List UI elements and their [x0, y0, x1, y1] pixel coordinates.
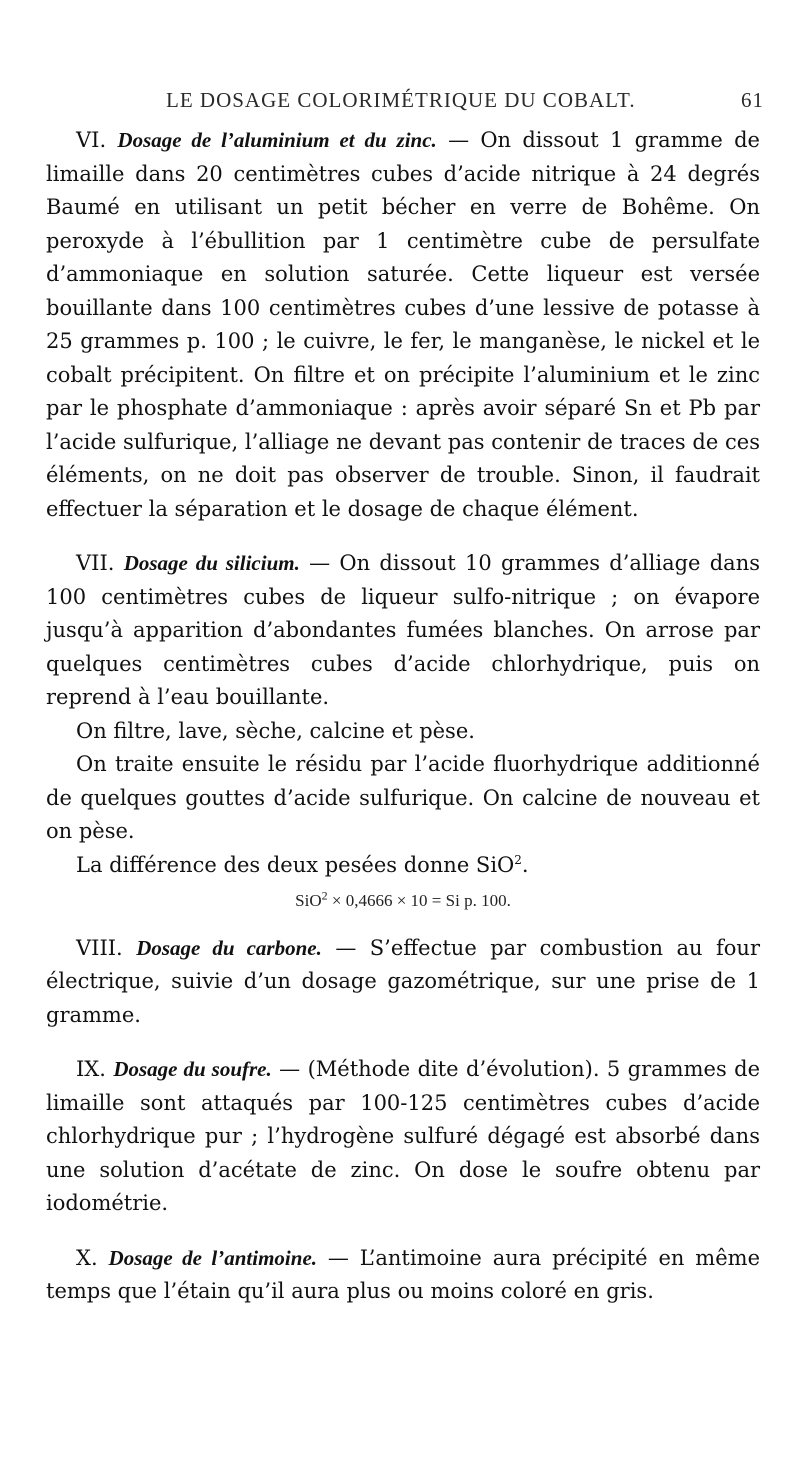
- section-text: — On dissout 1 gramme de limaille dans 20 centimètres cubes d’acide nitrique à 24 degrés Baumé en utilisant un petit bécher en verre de Bohême. On peroxyde à l’ébullition par 1 centimètre cube de persulfate d’ammoniaque en solution saturée. Cette liqueur est versée bouillante dans 100 centimètres cubes d’une lessive de potasse à 25 grammes p. 100 ; le cuivre, le fer, le manganèse, le nickel et le cobalt précipitent. On filtre et on précipite l’aluminium et le zinc par le phosphate d’ammoniaque : après avoir séparé Sn et Pb par l’acide sulfurique, l’alliage ne devant pas contenir de traces de ces éléments, on ne doit pas observer de trouble. Sinon, il faudrait effectuer la séparation et le dosage de chaque élément.: [46, 128, 760, 521]
- formula-part: × 0,4666 × 10 = Si p. 100.: [327, 891, 511, 910]
- paragraph-text: La différence des deux pesées donne SiO: [76, 852, 515, 877]
- paragraph-text: .: [521, 852, 529, 877]
- section-title: Dosage de l’aluminium et du zinc.: [117, 128, 437, 152]
- section-number: IX.: [76, 1057, 106, 1081]
- superscript: 2: [514, 852, 522, 867]
- section-number: VIII.: [76, 935, 123, 960]
- section-viii: [46, 932, 760, 1033]
- formula: [46, 884, 760, 918]
- section-title: Dosage du carbone.: [136, 935, 322, 960]
- formula-part: SiO: [295, 891, 322, 910]
- section-ix: [46, 1053, 760, 1221]
- formula-superscript: 2: [321, 888, 328, 903]
- section-x: [46, 1242, 760, 1309]
- section-number: X.: [76, 1245, 98, 1270]
- section-number: VI.: [76, 128, 107, 152]
- page-number: 61: [741, 88, 764, 112]
- section-text: — L’antimoine aura précipité en même temps que l’étain qu’il aura plus ou moins coloré en gris.: [46, 1245, 760, 1303]
- section-text: — On dissout 10 grammes d’alliage dans 100 centimètres cubes de liqueur sulfo-nitrique ; on évapore jusqu’à apparition d’abondantes fumées blanches. On arrose par quelques centimètres cubes d’acide chlorhydrique, puis on reprend à l’eau bouillante.: [46, 551, 760, 709]
- paragraph: On traite ensuite le résidu par l’acide fluorhydrique additionné de quelques gouttes d’acide sulfurique. On calcine de nouveau et on pèse.: [46, 752, 760, 843]
- page-body: [46, 124, 760, 1309]
- running-header: [166, 88, 764, 113]
- section-vii: [46, 547, 760, 715]
- section-number: VII.: [76, 551, 115, 575]
- paragraph: On filtre, lave, sèche, calcine et pèse.: [76, 718, 475, 743]
- section-title: Dosage de l’antimoine.: [108, 1245, 318, 1270]
- section-title: Dosage du soufre.: [113, 1057, 272, 1081]
- section-title: Dosage du silicium.: [123, 551, 300, 575]
- section-text: — S’effectue par combustion au four électrique, suivie d’un dosage gazométrique, sur une prise de 1 gramme.: [46, 935, 760, 1027]
- running-title: LE DOSAGE COLORIMÉTRIQUE DU COBALT.: [166, 88, 636, 112]
- section-vi: [46, 124, 760, 526]
- paragraph: [46, 849, 760, 883]
- section-text: — (Méthode dite d’évolution). 5 grammes de limaille sont attaqués par 100-125 centimètres cubes d’acide chlorhydrique pur ; l’hydrogène sulfuré dégagé est absorbé dans une solution d’acétate de zinc. On dose le soufre obtenu par iodométrie.: [46, 1057, 760, 1215]
